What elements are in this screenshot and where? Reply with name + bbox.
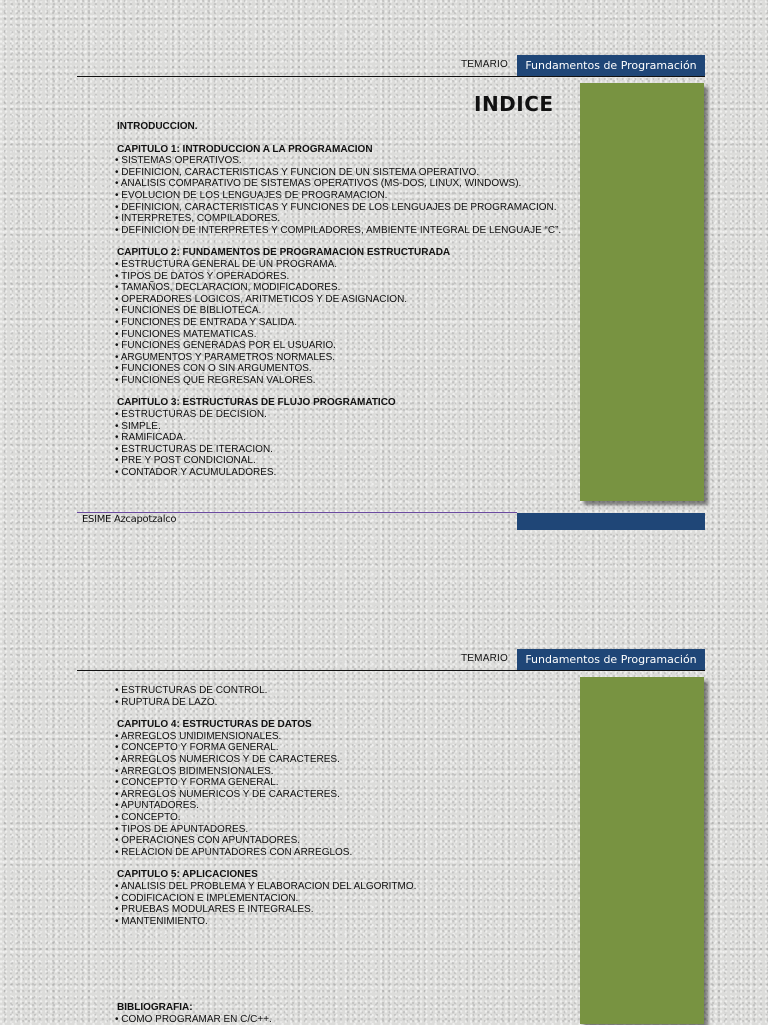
chapter-2-heading: CAPITULO 2: FUNDAMENTOS DE PROGRAMACION ESTRUCTURADA: [117, 247, 451, 259]
list-item: • COMO PROGRAMAR EN C/C++.: [115, 1013, 272, 1025]
list-item: • PRUEBAS MODULARES E INTEGRALES.: [115, 904, 314, 916]
list-item: • DEFINICION, CARACTERISTICAS Y FUNCION DE UN SISTEMA OPERATIVO.: [115, 166, 480, 178]
list-item: • DEFINICION DE INTERPRETES Y COMPILADORES, AMBIENTE INTEGRAL DE LENGUAJE “C”.: [115, 224, 562, 236]
list-item: • FUNCIONES DE BIBLIOTECA.: [115, 305, 262, 317]
list-item: • TIPOS DE APUNTADORES.: [115, 823, 249, 835]
list-item: • ESTRUCTURAS DE CONTROL.: [115, 685, 268, 696]
list-item: • CODIFICACION E IMPLEMENTACION.: [115, 892, 299, 904]
bibliography-heading: BIBLIOGRAFIA:: [117, 1002, 193, 1013]
list-item: • ARREGLOS NUMERICOS Y DE CARACTERES.: [115, 788, 340, 800]
index-content-continued: [82, 685, 571, 927]
subject-title: Fundamentos de Programación: [525, 653, 697, 666]
temario-label: TEMARIO: [461, 653, 508, 664]
list-item: • CONTADOR Y ACUMULADORES.: [115, 467, 277, 479]
list-item: • ESTRUCTURA GENERAL DE UN PROGRAMA.: [115, 258, 338, 270]
index-content: [82, 121, 571, 479]
list-item: • FUNCIONES CON O SIN ARGUMENTOS.: [115, 363, 312, 375]
list-item: • CONCEPTO Y FORMA GENERAL.: [115, 742, 279, 754]
chapter-4-heading: CAPITULO 4: ESTRUCTURAS DE DATOS: [117, 719, 312, 731]
list-item: • ESTRUCTURAS DE DECISION.: [115, 409, 267, 421]
list-item: • APUNTADORES.: [115, 800, 199, 812]
list-item: • ANALISIS DEL PROBLEMA Y ELABORACION DEL ALGORITMO.: [115, 880, 417, 892]
footer-institution: ESIME Azcapotzalco: [82, 514, 177, 525]
temario-label: TEMARIO: [461, 59, 508, 70]
chapter-5-heading: CAPITULO 5: APLICACIONES: [117, 869, 258, 881]
list-item: • TAMAÑOS, DECLARACION, MODIFICADORES.: [115, 282, 341, 294]
list-item: • FUNCIONES GENERADAS POR EL USUARIO.: [115, 340, 336, 352]
list-item: • PRE Y POST CONDICIONAL.: [115, 455, 256, 467]
subject-banner: [517, 649, 705, 670]
chapter-1-heading: CAPITULO 1: INTRODUCCION A LA PROGRAMACION: [117, 143, 373, 155]
list-item: • ARREGLOS UNIDIMENSIONALES.: [115, 730, 282, 742]
list-item: • OPERACIONES CON APUNTADORES.: [115, 835, 301, 847]
list-item: • SISTEMAS OPERATIVOS.: [115, 155, 242, 167]
list-item: • ARREGLOS NUMERICOS Y DE CARACTERES.: [115, 753, 340, 765]
header-rule: [77, 670, 705, 671]
header-rule: [77, 76, 705, 77]
green-side-panel: [580, 83, 704, 501]
list-item: • DEFINICION, CARACTERISTICAS Y FUNCIONES DE LOS LENGUAJES DE PROGRAMACION.: [115, 201, 557, 213]
list-item: • ANALISIS COMPARATIVO DE SISTEMAS OPERATIVOS (MS-DOS, LINUX, WINDOWS).: [115, 178, 522, 190]
footer-bar: [517, 513, 705, 530]
list-item: • ARGUMENTOS Y PARAMETROS NORMALES.: [115, 351, 336, 363]
page-title: INDICE: [474, 92, 554, 116]
green-side-panel: [580, 677, 704, 1024]
list-item: • INTERPRETES, COMPILADORES.: [115, 213, 281, 225]
list-item: • ARREGLOS BIDIMENSIONALES.: [115, 765, 274, 777]
list-item: • TIPOS DE DATOS Y OPERADORES.: [115, 270, 290, 282]
subject-title: Fundamentos de Programación: [525, 59, 697, 72]
list-item: • EVOLUCION DE LOS LENGUAJES DE PROGRAMACION.: [115, 189, 388, 201]
subject-banner: [517, 55, 705, 76]
footer-rule: [77, 512, 517, 513]
list-item: • RUPTURA DE LAZO.: [115, 696, 218, 708]
list-item: • MANTENIMIENTO.: [115, 915, 208, 927]
list-item: • FUNCIONES MATEMATICAS.: [115, 328, 257, 340]
list-item: • FUNCIONES QUE REGRESAN VALORES.: [115, 374, 316, 386]
list-item: • ESTRUCTURAS DE ITERACION.: [115, 443, 273, 455]
list-item: • CONCEPTO Y FORMA GENERAL.: [115, 777, 279, 789]
bibliography-section: [82, 1002, 571, 1025]
intro-heading: INTRODUCCION.: [117, 121, 198, 132]
list-item: • CONCEPTO.: [115, 811, 181, 823]
list-item: • SIMPLE.: [115, 420, 161, 432]
list-item: • RELACION DE APUNTADORES CON ARREGLOS.: [115, 846, 353, 858]
list-item: • RAMIFICADA.: [115, 432, 186, 444]
chapter-3-heading: CAPITULO 3: ESTRUCTURAS DE FLUJO PROGRAMATICO: [117, 397, 396, 409]
list-item: • FUNCIONES DE ENTRADA Y SALIDA.: [115, 316, 298, 328]
list-item: • OPERADORES LOGICOS, ARITMETICOS Y DE ASIGNACION.: [115, 293, 408, 305]
